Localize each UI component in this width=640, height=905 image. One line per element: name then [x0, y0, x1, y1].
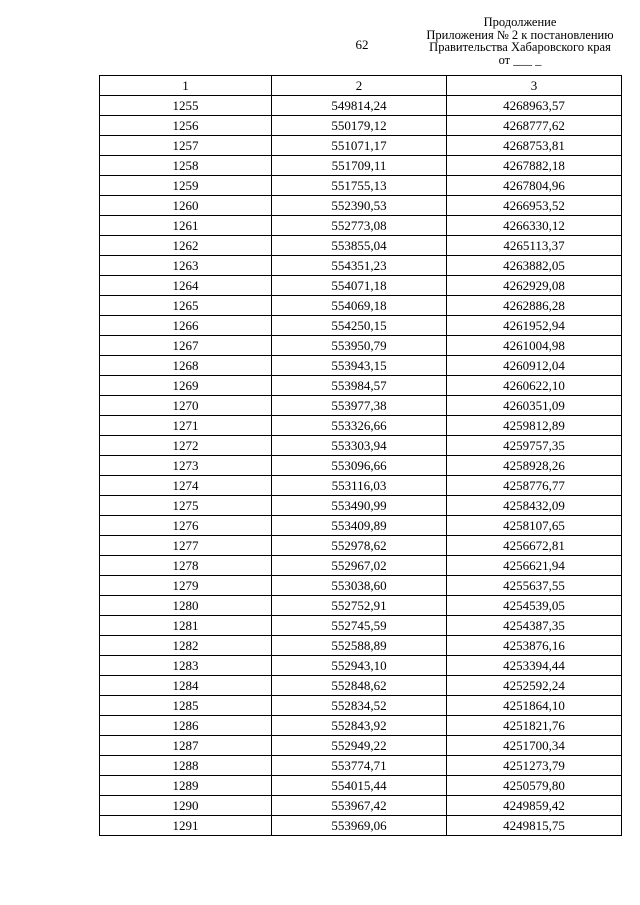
y-coordinate-cell: 4260912,04 [447, 356, 622, 376]
point-number-cell: 1287 [100, 736, 272, 756]
point-number-cell: 1268 [100, 356, 272, 376]
y-coordinate-cell: 4259812,89 [447, 416, 622, 436]
coordinates-table [99, 75, 622, 836]
table-row [100, 296, 622, 316]
point-number-cell: 1267 [100, 336, 272, 356]
point-number-cell: 1290 [100, 796, 272, 816]
point-number-cell: 1265 [100, 296, 272, 316]
table-row [100, 256, 622, 276]
y-coordinate-cell: 4251700,34 [447, 736, 622, 756]
x-coordinate-cell: 554351,23 [272, 256, 447, 276]
point-number-cell: 1283 [100, 656, 272, 676]
x-coordinate-cell: 552978,62 [272, 536, 447, 556]
x-coordinate-cell: 552943,10 [272, 656, 447, 676]
point-number-cell: 1260 [100, 196, 272, 216]
y-coordinate-cell: 4268963,57 [447, 96, 622, 116]
table-row [100, 816, 622, 836]
y-coordinate-cell: 4254387,35 [447, 616, 622, 636]
x-coordinate-cell: 554250,15 [272, 316, 447, 336]
table-row [100, 516, 622, 536]
table-header [100, 76, 622, 96]
document-header [400, 16, 640, 66]
point-number-cell: 1256 [100, 116, 272, 136]
x-coordinate-cell: 553774,71 [272, 756, 447, 776]
table-row [100, 636, 622, 656]
x-coordinate-cell: 554071,18 [272, 276, 447, 296]
point-number-cell: 1279 [100, 576, 272, 596]
table-row [100, 456, 622, 476]
point-number-cell: 1285 [100, 696, 272, 716]
table-row [100, 216, 622, 236]
y-coordinate-cell: 4253394,44 [447, 656, 622, 676]
point-number-cell: 1266 [100, 316, 272, 336]
y-coordinate-cell: 4249859,42 [447, 796, 622, 816]
header-line-continuation: Продолжение [483, 15, 557, 29]
x-coordinate-cell: 552967,02 [272, 556, 447, 576]
table-row [100, 796, 622, 816]
x-coordinate-cell: 553038,60 [272, 576, 447, 596]
table-row [100, 156, 622, 176]
table-row [100, 496, 622, 516]
point-number-cell: 1273 [100, 456, 272, 476]
x-coordinate-cell: 552588,89 [272, 636, 447, 656]
y-coordinate-cell: 4261004,98 [447, 336, 622, 356]
point-number-cell: 1286 [100, 716, 272, 736]
x-coordinate-cell: 553096,66 [272, 456, 447, 476]
x-coordinate-cell: 554069,18 [272, 296, 447, 316]
table-row [100, 196, 622, 216]
x-coordinate-cell: 551709,11 [272, 156, 447, 176]
y-coordinate-cell: 4262929,08 [447, 276, 622, 296]
point-number-cell: 1274 [100, 476, 272, 496]
y-coordinate-cell: 4268777,62 [447, 116, 622, 136]
y-coordinate-cell: 4256672,81 [447, 536, 622, 556]
table-row [100, 416, 622, 436]
x-coordinate-cell: 552752,91 [272, 596, 447, 616]
header-row [100, 76, 622, 96]
table-row [100, 736, 622, 756]
x-coordinate-cell: 553409,89 [272, 516, 447, 536]
y-coordinate-cell: 4260351,09 [447, 396, 622, 416]
y-coordinate-cell: 4251864,10 [447, 696, 622, 716]
point-number-cell: 1261 [100, 216, 272, 236]
y-coordinate-cell: 4263882,05 [447, 256, 622, 276]
column-header: 3 [447, 76, 622, 96]
point-number-cell: 1263 [100, 256, 272, 276]
point-number-cell: 1272 [100, 436, 272, 456]
y-coordinate-cell: 4258776,77 [447, 476, 622, 496]
y-coordinate-cell: 4266330,12 [447, 216, 622, 236]
y-coordinate-cell: 4258928,26 [447, 456, 622, 476]
table-row [100, 176, 622, 196]
table-row [100, 356, 622, 376]
point-number-cell: 1277 [100, 536, 272, 556]
point-number-cell: 1258 [100, 156, 272, 176]
x-coordinate-cell: 553977,38 [272, 396, 447, 416]
x-coordinate-cell: 549814,24 [272, 96, 447, 116]
point-number-cell: 1259 [100, 176, 272, 196]
y-coordinate-cell: 4262886,28 [447, 296, 622, 316]
column-header: 1 [100, 76, 272, 96]
y-coordinate-cell: 4268753,81 [447, 136, 622, 156]
table-body [100, 96, 622, 836]
header-line-appendix: Приложения № 2 к постановлению [426, 27, 614, 42]
x-coordinate-cell: 553490,99 [272, 496, 447, 516]
table-row [100, 236, 622, 256]
x-coordinate-cell: 553303,94 [272, 436, 447, 456]
x-coordinate-cell: 553950,79 [272, 336, 447, 356]
y-coordinate-cell: 4266953,52 [447, 196, 622, 216]
point-number-cell: 1269 [100, 376, 272, 396]
table-row [100, 136, 622, 156]
table-row [100, 596, 622, 616]
y-coordinate-cell: 4254539,05 [447, 596, 622, 616]
point-number-cell: 1284 [100, 676, 272, 696]
point-number-cell: 1280 [100, 596, 272, 616]
point-number-cell: 1275 [100, 496, 272, 516]
table-row [100, 376, 622, 396]
x-coordinate-cell: 550179,12 [272, 116, 447, 136]
x-coordinate-cell: 551071,17 [272, 136, 447, 156]
point-number-cell: 1262 [100, 236, 272, 256]
y-coordinate-cell: 4249815,75 [447, 816, 622, 836]
point-number-cell: 1264 [100, 276, 272, 296]
x-coordinate-cell: 553855,04 [272, 236, 447, 256]
table-row [100, 436, 622, 456]
point-number-cell: 1291 [100, 816, 272, 836]
point-number-cell: 1288 [100, 756, 272, 776]
x-coordinate-cell: 553943,15 [272, 356, 447, 376]
x-coordinate-cell: 552848,62 [272, 676, 447, 696]
x-coordinate-cell: 553116,03 [272, 476, 447, 496]
point-number-cell: 1270 [100, 396, 272, 416]
y-coordinate-cell: 4251821,76 [447, 716, 622, 736]
table-row [100, 696, 622, 716]
y-coordinate-cell: 4256621,94 [447, 556, 622, 576]
table-row [100, 756, 622, 776]
table-row [100, 676, 622, 696]
y-coordinate-cell: 4255637,55 [447, 576, 622, 596]
x-coordinate-cell: 553969,06 [272, 816, 447, 836]
x-coordinate-cell: 552745,59 [272, 616, 447, 636]
table-row [100, 116, 622, 136]
y-coordinate-cell: 4261952,94 [447, 316, 622, 336]
x-coordinate-cell: 552949,22 [272, 736, 447, 756]
point-number-cell: 1278 [100, 556, 272, 576]
y-coordinate-cell: 4252592,24 [447, 676, 622, 696]
table-row [100, 276, 622, 296]
y-coordinate-cell: 4258432,09 [447, 496, 622, 516]
table-row [100, 716, 622, 736]
table-row [100, 776, 622, 796]
x-coordinate-cell: 553967,42 [272, 796, 447, 816]
header-line-government: Правительства Хабаровского края [429, 40, 611, 54]
table-row [100, 96, 622, 116]
point-number-cell: 1257 [100, 136, 272, 156]
y-coordinate-cell: 4267882,18 [447, 156, 622, 176]
table-row [100, 616, 622, 636]
point-number-cell: 1282 [100, 636, 272, 656]
table-row [100, 576, 622, 596]
y-coordinate-cell: 4253876,16 [447, 636, 622, 656]
y-coordinate-cell: 4251273,79 [447, 756, 622, 776]
x-coordinate-cell: 552773,08 [272, 216, 447, 236]
table-row [100, 336, 622, 356]
y-coordinate-cell: 4258107,65 [447, 516, 622, 536]
point-number-cell: 1289 [100, 776, 272, 796]
x-coordinate-cell: 552390,53 [272, 196, 447, 216]
table-row [100, 396, 622, 416]
table-row [100, 316, 622, 336]
x-coordinate-cell: 553984,57 [272, 376, 447, 396]
x-coordinate-cell: 552843,92 [272, 716, 447, 736]
table-row [100, 556, 622, 576]
point-number-cell: 1271 [100, 416, 272, 436]
y-coordinate-cell: 4265113,37 [447, 236, 622, 256]
point-number-cell: 1281 [100, 616, 272, 636]
y-coordinate-cell: 4250579,80 [447, 776, 622, 796]
point-number-cell: 1255 [100, 96, 272, 116]
x-coordinate-cell: 553326,66 [272, 416, 447, 436]
y-coordinate-cell: 4267804,96 [447, 176, 622, 196]
column-header: 2 [272, 76, 447, 96]
x-coordinate-cell: 552834,52 [272, 696, 447, 716]
table-row [100, 656, 622, 676]
y-coordinate-cell: 4259757,35 [447, 436, 622, 456]
page-number: 62 [355, 37, 369, 52]
x-coordinate-cell: 551755,13 [272, 176, 447, 196]
y-coordinate-cell: 4260622,10 [447, 376, 622, 396]
x-coordinate-cell: 554015,44 [272, 776, 447, 796]
point-number-cell: 1276 [100, 516, 272, 536]
table-row [100, 476, 622, 496]
table-row [100, 536, 622, 556]
header-line-date: от ___ _ [498, 52, 542, 67]
